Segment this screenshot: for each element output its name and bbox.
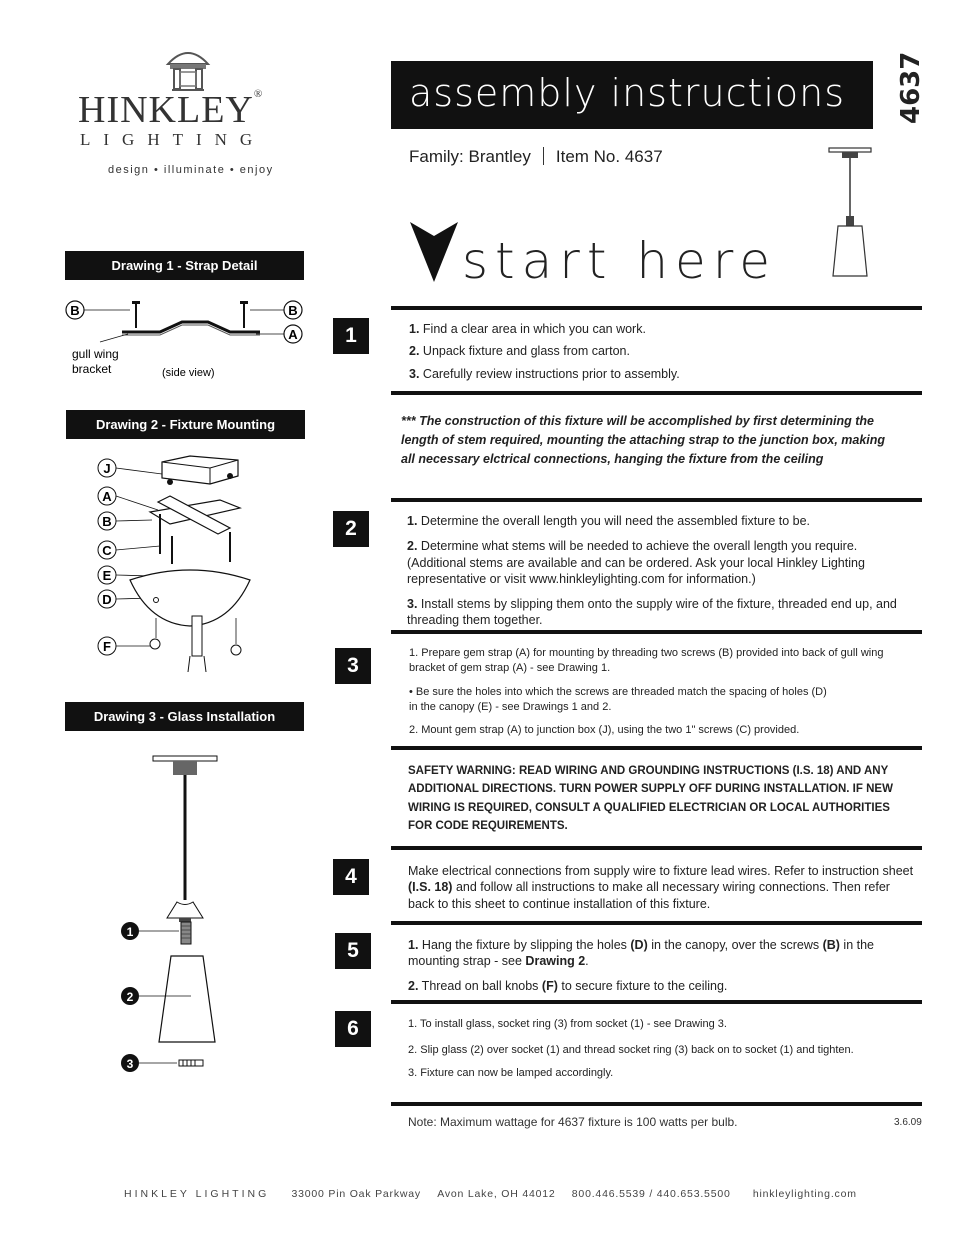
rule-step1-bottom	[391, 391, 922, 395]
svg-text:2: 2	[126, 990, 134, 1004]
drawing2-fixture-mounting	[90, 452, 260, 672]
step1-item: 1. Find a clear area in which you can work.	[409, 322, 646, 336]
rule-step1-top	[391, 306, 922, 310]
caption-side-view: (side view)	[162, 367, 215, 379]
step1-item: 2. Unpack fixture and glass from carton.	[409, 344, 630, 359]
rule-step3-bottom	[391, 746, 922, 750]
logo-wordmark	[78, 88, 263, 132]
caption-bracket: bracket	[72, 362, 112, 376]
svg-text:A: A	[288, 327, 298, 342]
rule-step5-bottom	[391, 1000, 922, 1004]
construction-notice: *** The construction of this fixture will be accomplished by first determining the length of stem required, mounting the attaching strap to the junction box, making all necessary elctrical connections, hanging the fixture from the ceiling	[401, 414, 886, 466]
step1-item: 3. Carefully review instructions prior to assembly.	[409, 366, 680, 381]
svg-text:B: B	[288, 303, 298, 318]
start-here-heading: start here	[462, 232, 778, 290]
footer-company: HINKLEY LIGHTING	[124, 1188, 270, 1200]
separator	[543, 147, 544, 165]
start-arrow-icon	[410, 222, 458, 282]
step3-p2: • Be sure the holes into which the screws are threaded match the spacing of holes (D) in the canopy (E) - see Drawings 1 and 2.	[409, 685, 827, 713]
item-number-vertical: 4637	[896, 51, 926, 124]
page-title: assembly instructions	[391, 61, 873, 129]
drawing3-label: Drawing 3 - Glass Installation	[65, 702, 304, 731]
fixture-thumbnail-icon	[826, 146, 874, 280]
drawing2-label: Drawing 2 - Fixture Mounting	[66, 410, 305, 439]
step6-p2: 2. Slip glass (2) over socket (1) and thread socket ring (3) back on to socket (1) and tighten.	[408, 1043, 854, 1056]
drawing1-label: Drawing 1 - Strap Detail	[65, 251, 304, 280]
footer-website[interactable]: hinkleylighting.com	[752, 1188, 857, 1200]
svg-text:J: J	[103, 461, 111, 476]
rule-step2-top	[391, 498, 922, 502]
logo-tagline: design • illuminate • enjoy	[108, 164, 274, 176]
footer-phone: 800.446.5539 / 440.653.5500	[571, 1188, 731, 1200]
drawing3-glass-installation	[115, 752, 225, 1077]
svg-text:E: E	[102, 568, 112, 583]
step-badge-3: 3	[335, 648, 371, 684]
callout-b-right	[284, 301, 302, 319]
step2-item: 2. Determine what stems will be needed to achieve the overall length you require. (Additional stems are available and can be ordered. Ask your local Hinkley Lighting representative or visit www.hinkleylighting.com for information.)	[407, 539, 865, 586]
step6-text	[408, 1017, 908, 1090]
family-line	[409, 147, 663, 167]
svg-text:B: B	[70, 303, 80, 318]
step2-item: 3. Install stems by slipping them onto the supply wire of the fixture, threaded end up, and threading them together.	[407, 597, 897, 628]
footer-address: 33000 Pin Oak Parkway	[291, 1188, 421, 1200]
step-badge-1: 1	[333, 318, 369, 354]
svg-text:A: A	[102, 489, 112, 504]
step-badge-6: 6	[335, 1011, 371, 1047]
svg-text:B: B	[102, 514, 112, 529]
logo-word: HINKLEY	[78, 89, 254, 131]
item-label: Item No. 4637	[555, 147, 663, 166]
logo	[72, 44, 312, 184]
step-badge-5: 5	[335, 933, 371, 969]
footer-city: Avon Lake, OH 44012	[437, 1188, 556, 1200]
svg-text:3: 3	[126, 1057, 134, 1071]
family-label: Family: Brantley	[409, 147, 531, 166]
logo-emblem-icon	[162, 44, 214, 92]
caption-gull-wing: gull wing	[72, 347, 119, 361]
step2-item: 1. Determine the overall length you will need the assembled fixture to be.	[407, 514, 811, 528]
svg-text:D: D	[102, 592, 112, 607]
logo-subtitle: LIGHTING	[80, 130, 266, 149]
logo-reg: ®	[253, 88, 264, 100]
step3-text	[409, 646, 899, 747]
callout-b-left	[66, 301, 84, 319]
step-badge-2: 2	[333, 511, 369, 547]
step3-p3: 2. Mount gem strap (A) to junction box (J), using the two 1" screws (C) provided.	[409, 724, 800, 737]
step6-p3: 3. Fixture can now be lamped accordingly.	[408, 1066, 614, 1079]
rule-step2-bottom	[391, 630, 922, 634]
svg-text:F: F	[103, 639, 111, 654]
step5-text: 1. Hang the fixture by slipping the holes (D) in the canopy, over the screws (B) in the mounting strap - see Drawing 2. 2. Thread on ball knobs (F) to secure fixture to the ceiling.	[408, 938, 875, 993]
step6-p1: 1. To install glass, socket ring (3) from socket (1) - see Drawing 3.	[408, 1018, 727, 1030]
step3-p1: 1. Prepare gem strap (A) for mounting by threading two screws (B) provided into back of gull wing bracket of gem strap (A) - see Drawing 1.	[409, 647, 884, 674]
svg-text:C: C	[102, 543, 112, 558]
step1-text	[409, 321, 909, 388]
rule-step4-top	[391, 846, 922, 850]
revision-date: 3.6.09	[894, 1117, 922, 1128]
rule-note-top	[391, 1102, 922, 1106]
callout-a	[284, 325, 302, 343]
safety-warning: SAFETY WARNING: READ WIRING AND GROUNDING INSTRUCTIONS (I.S. 18) AND ANY ADDITIONAL DIRECTIONS. TURN POWER SUPPLY OFF DURING INSTALLATION. IF NEW WIRING IS REQUIRED, CONSULT A QUALIFIED ELECTRICIAN OR LOCAL AUTHORITIES FOR CODE REQUIREMENTS.	[408, 765, 893, 833]
rule-step4-bottom	[391, 921, 922, 925]
drawing1-strap-detail	[60, 290, 320, 390]
wattage-note: Note: Maximum wattage for 4637 fixture is 100 watts per bulb.	[408, 1115, 738, 1129]
footer	[124, 1188, 857, 1200]
step2-text	[407, 513, 912, 635]
step-badge-4: 4	[333, 859, 369, 895]
step4-text: Make electrical connections from supply wire to fixture lead wires. Refer to instruction sheet (I.S. 18) and follow all instructions to make all necessary wiring connections. Then refer back to this sheet to continue installation of this fixture.	[408, 864, 914, 911]
svg-text:1: 1	[126, 925, 134, 939]
